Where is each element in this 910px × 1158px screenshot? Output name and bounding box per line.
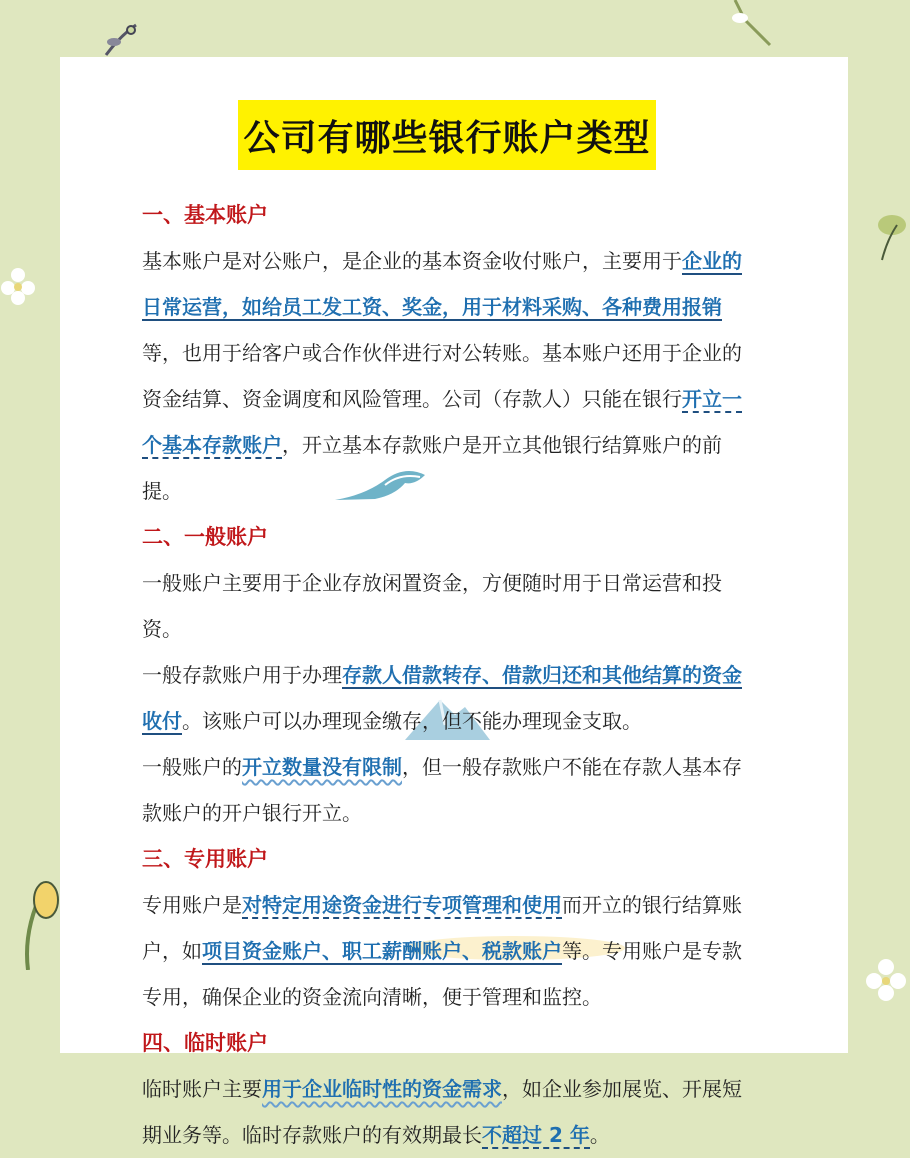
section-3 (142, 836, 758, 1020)
body-text: ，但一般存款账户不能在存款人基本存款账户的开户银行开立。 (142, 755, 742, 825)
body-text: 而开立的银行结算账户，如 (142, 893, 742, 963)
section-1 (142, 192, 758, 514)
paragraph (142, 744, 758, 836)
body-text: 一般账户的 (142, 755, 242, 779)
body-text: ，如企业参加展览、开展短期业务等。临时存款账户的有效期最长 (142, 1077, 742, 1147)
section-heading: 一、基本账户 (142, 203, 268, 227)
branch-icon (715, 0, 775, 50)
body-text: ，开立基本存款账户是开立其他银行结算账户的前提。 (142, 433, 722, 503)
highlighted-text: 对特定用途资金进行专项管理和使用 (242, 893, 562, 917)
body-text: 。 (589, 1123, 610, 1147)
paragraph (142, 652, 758, 744)
highlighted-text: 用于企业临时性的资金需求 (262, 1077, 502, 1101)
paragraph (142, 1066, 758, 1158)
body-text: 专用账户是 (142, 893, 242, 917)
section-heading: 四、临时账户 (142, 1031, 268, 1055)
flower-icon (862, 955, 910, 1005)
page-title: 公司有哪些银行账户类型 (238, 100, 656, 170)
body-text: 一般账户主要用于企业存放闲置资金，方便随时用于日常运营和投资。 (142, 571, 722, 641)
paragraph (142, 882, 758, 1020)
highlighted-text: 存款人借款转存、借款归还和其他结算的资金收付 (142, 663, 742, 733)
section-4 (142, 1020, 758, 1158)
body-text: 一般存款账户用于办理 (142, 663, 342, 687)
bud-icon (8, 870, 60, 970)
section-heading: 三、专用账户 (142, 847, 268, 871)
highlighted-text: 企业的日常运营，如给员工发工资、奖金，用于材料采购、各种费用报销 (142, 249, 742, 319)
highlighted-text: 项目资金账户、职工薪酬账户、税款账户 (202, 939, 562, 963)
body-text: 基本账户是对公账户，是企业的基本资金收付账户，主要用于 (142, 249, 682, 273)
section-2 (142, 514, 758, 836)
paragraph (142, 560, 758, 652)
leaf-icon (862, 205, 910, 265)
section-heading: 二、一般账户 (142, 525, 268, 549)
article-body (142, 192, 758, 1158)
highlighted-text: 开立数量没有限制 (242, 755, 402, 779)
body-text: 临时账户主要 (142, 1077, 262, 1101)
body-text: 等，也用于给客户或合作伙伴进行对公转账。基本账户还用于企业的资金结算、资金调度和风险管理。公司（存款人）只能在银行 (142, 341, 742, 411)
highlighted-text: 不超过 2 年 (482, 1123, 590, 1147)
sprout-icon (96, 20, 146, 60)
highlighted-text: 开立一个基本存款账户 (142, 387, 742, 457)
body-text: 。该账户可以办理现金缴存，但不能办理现金支取。 (182, 709, 642, 733)
body-text: 等。专用账户是专款专用，确保企业的资金流向清晰，便于管理和监控。 (142, 939, 742, 1009)
flower-icon (0, 260, 40, 310)
paragraph (142, 238, 758, 514)
